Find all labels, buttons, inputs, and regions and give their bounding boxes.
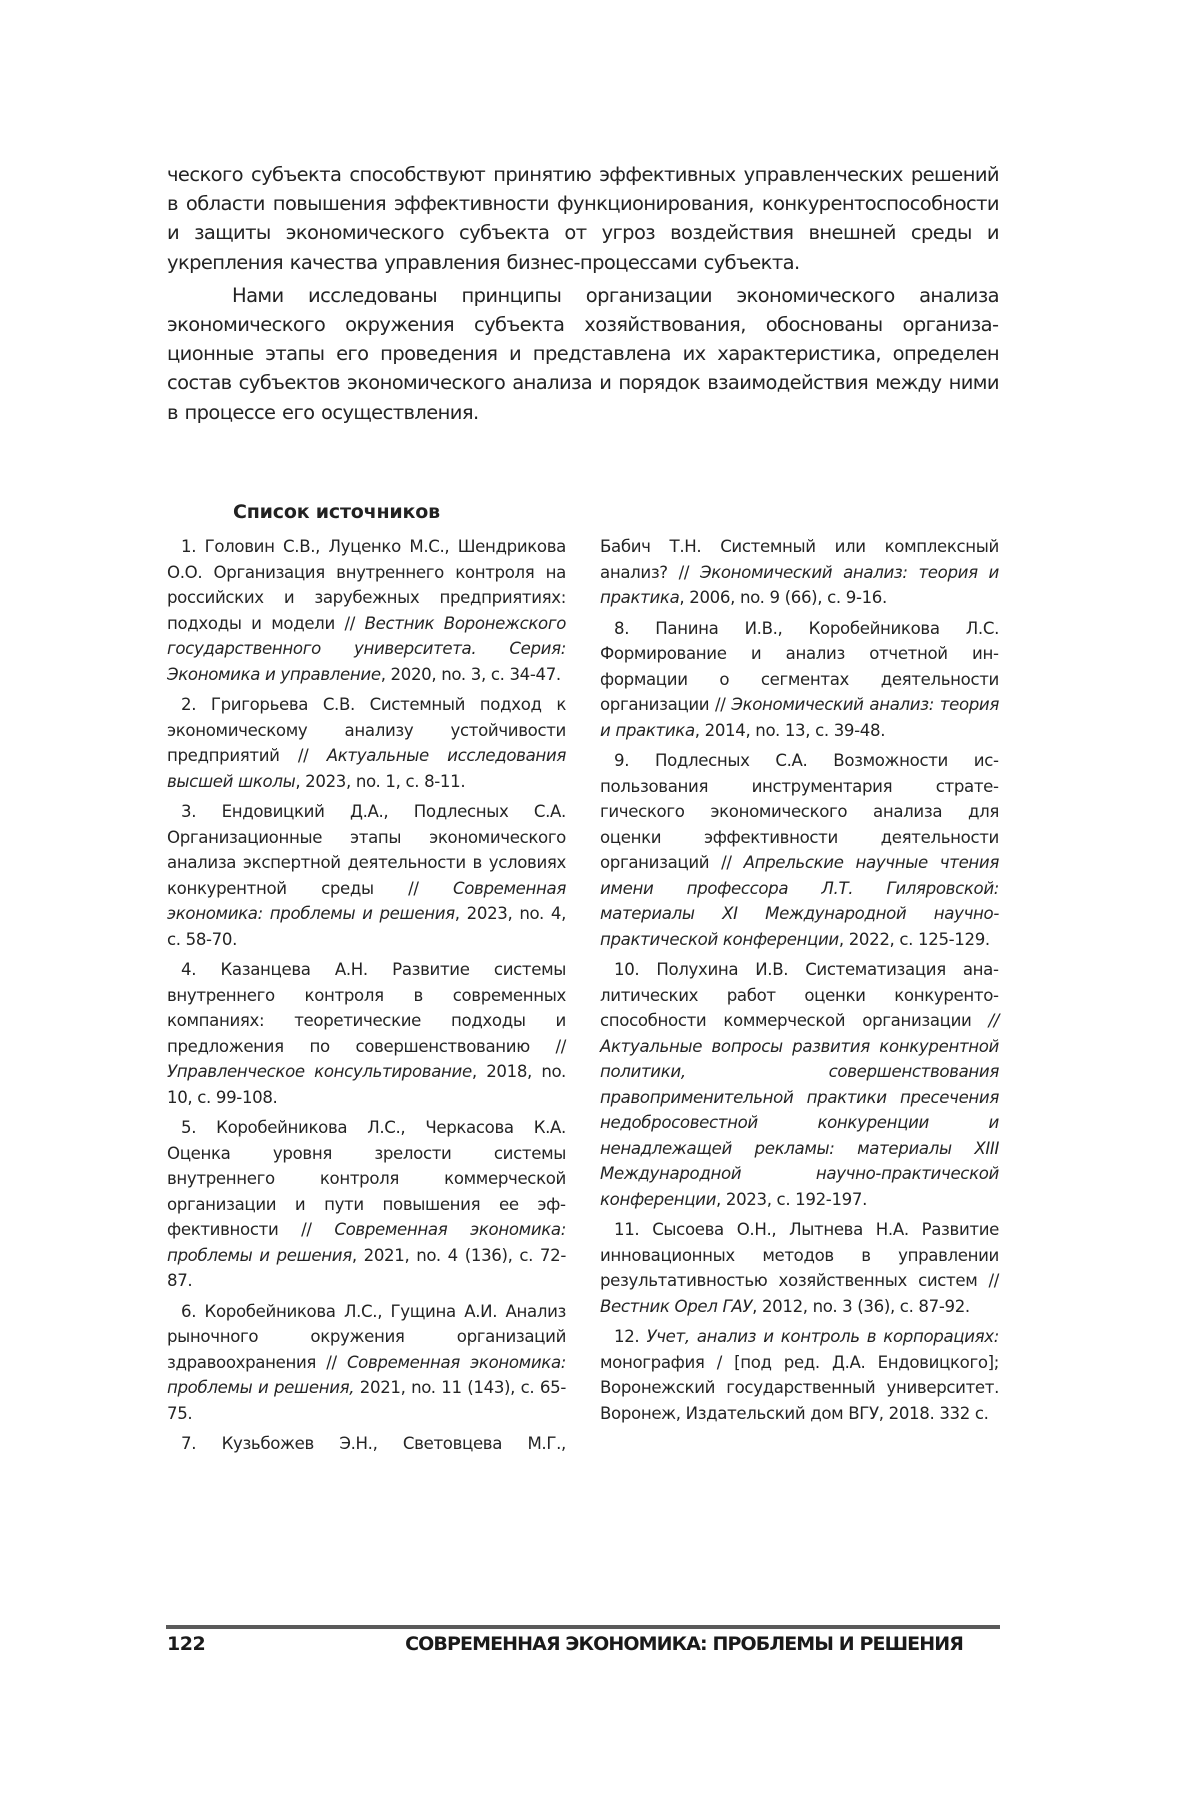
- references-heading: Список источников: [233, 501, 440, 523]
- reference-item: 9. Подлесных С.А. Возможности использования инструментария стратегического экономического анализа для оценки эффективности деятельности организаций // Апрельские научные чтения имени профессора Л.Т. Гиляровской: материалы XI Международной научно-практической конференции, 2022, с. 125-129.: [600, 751, 999, 949]
- reference-item: 12. Учет, анализ и контроль в корпорациях: монография / [под ред. Д.А. Ендовицкого]; Воронежский государственный университет. Воронеж, Издательский дом ВГУ, 2018. 332 с.: [600, 1327, 999, 1423]
- reference-item: 5. Коробейникова Л.С., Черкасова К.А. Оценка уровня зрелости системы внутреннего контроля коммерческой организации и пути повышения ее эффективности // Современная экономика: проблемы и решения, 2021, no. 4 (136), с. 72-87.: [167, 1118, 566, 1290]
- reference-item: 8. Панина И.В., Коробейникова Л.С. Формирование и анализ отчетной информации о сегментах деятельности организации // Экономический анализ: теория и практика, 2014, no. 13, с. 39-48.: [600, 618, 999, 740]
- reference-item: 2. Григорьева С.В. Системный подход к экономическому анализу устойчивости предприятий // Актуальные исследования высшей школы, 2023, no. 1, с. 8-11.: [167, 695, 566, 791]
- references-column-right: [600, 534, 999, 1431]
- reference-item: 11. Сысоева О.Н., Лытнева Н.А. Развитие инновационных методов в управлении результативностью хозяйственных систем // Вестник Орел ГАУ, 2012, no. 3 (36), с. 87-92.: [600, 1220, 999, 1316]
- reference-item: 4. Казанцева А.Н. Развитие системы внутреннего контроля в современных компаниях: теоретические подходы и предложения по совершенствованию // Управленческое консультирование, 2018, no. 10, с. 99-108.: [167, 960, 566, 1107]
- reference-item: 3. Ендовицкий Д.А., Подлесных С.А. Организационные этапы экономического анализа экспертной деятельности в условиях конкурентной среды // Современная экономика: проблемы и решения, 2023, no. 4, с. 58-70.: [167, 802, 566, 949]
- references-column-left: [167, 534, 566, 1462]
- reference-item: 6. Коробейникова Л.С., Гущина А.И. Анализ рыночного окружения организаций здравоохранения // Современная экономика: проблемы и решения, 2021, no. 11 (143), с. 65-75.: [167, 1301, 567, 1423]
- page-number: 122: [167, 1633, 206, 1655]
- reference-item: 7. Кузьбожев Э.Н., Световцева М.Г.,: [181, 1434, 566, 1453]
- reference-item: 10. Полухина И.В. Систематизация аналитических работ оценки конкурентоспособности коммерческой организации // Актуальные вопросы развития конкурентной политики, совершенствования правоприменительной практики пресечения недобросовестной конкуренции и ненадлежащей рекламы: материалы XIII Международной научно-практической конференции, 2023, с. 192-197.: [600, 960, 999, 1209]
- reference-item-continuation: Бабич Т.Н. Системный или комплексный анализ? // Экономический анализ: теория и практика, 2006, no. 9 (66), с. 9-16.: [600, 537, 999, 607]
- body-text: [167, 160, 999, 427]
- paragraph-conclusion: Нами исследованы принципы организации экономического анализа экономического окружения субъекта хозяйствования, обоснованы организационные этапы его проведения и представлена их характеристика, определен состав субъектов экономического анализа и порядок взаимодействия между ними в процессе его осуществления.: [167, 283, 999, 424]
- footer-divider: [166, 1625, 1000, 1629]
- reference-item: 1. Головин С.В., Луценко М.С., Шендрикова О.О. Организация внутреннего контроля на российских и зарубежных предприятиях: подходы и модели // Вестник Воронежского государственного университета. Серия: Экономика и управление, 2020, no. 3, с. 34-47.: [167, 537, 566, 684]
- paragraph-continuation: ческого субъекта способствуют принятию эффективных управленческих решений в области повышения эффективности функционирования, конкурентоспособности и защиты экономического субъекта от угроз воздействия внешней среды и укрепления качества управления бизнес-процессами субъекта.: [167, 163, 999, 274]
- journal-title: СОВРЕМЕННАЯ ЭКОНОМИКА: ПРОБЛЕМЫ И РЕШЕНИЯ: [405, 1633, 963, 1655]
